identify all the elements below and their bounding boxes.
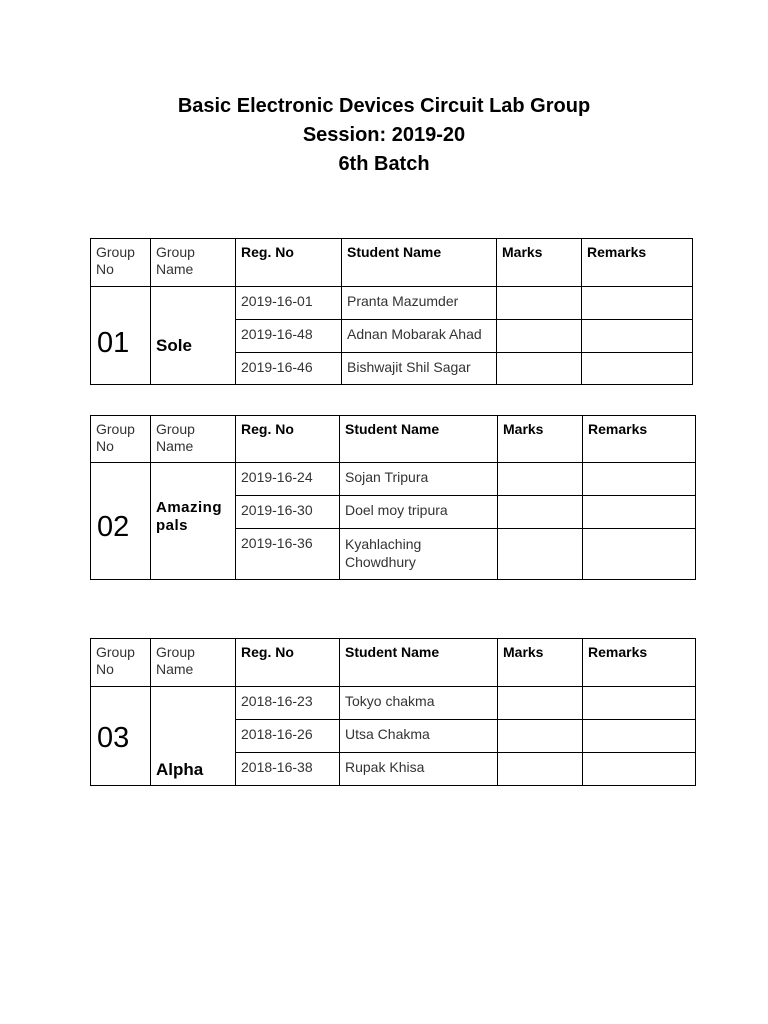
remarks-cell	[582, 320, 693, 353]
group-number: 02	[91, 463, 151, 580]
student-name-cell: Tokyo chakma	[340, 687, 498, 720]
table-row	[91, 287, 693, 320]
reg-no-header: Reg. No	[236, 416, 340, 463]
remarks-cell	[582, 287, 693, 320]
marks-cell	[498, 720, 583, 753]
reg-no-header: Reg. No	[236, 239, 342, 287]
remarks-cell	[583, 687, 696, 720]
group-number: 01	[91, 287, 151, 385]
group-name-header: Group Name	[151, 639, 236, 687]
reg-no-cell: 2019-16-36	[236, 529, 340, 580]
student-name-cell: Adnan Mobarak Ahad	[342, 320, 497, 353]
reg-no-cell: 2019-16-30	[236, 496, 340, 529]
reg-no-cell: 2018-16-23	[236, 687, 340, 720]
header-row	[91, 639, 696, 687]
reg-no-cell: 2018-16-26	[236, 720, 340, 753]
group-name: Alpha	[151, 687, 236, 786]
table-row	[91, 463, 696, 496]
marks-cell	[497, 353, 582, 385]
student-name-header: Student Name	[340, 639, 498, 687]
student-name-cell: Utsa Chakma	[340, 720, 498, 753]
reg-no-cell: 2019-16-01	[236, 287, 342, 320]
marks-cell	[497, 287, 582, 320]
student-name-cell: Kyahlaching Chowdhury	[340, 529, 498, 580]
marks-cell	[498, 753, 583, 786]
student-name-cell: Rupak Khisa	[340, 753, 498, 786]
batch-label: 6th Batch	[338, 153, 430, 175]
reg-no-cell: 2019-16-24	[236, 463, 340, 496]
reg-no-cell: 2018-16-38	[236, 753, 340, 786]
marks-header: Marks	[498, 416, 583, 463]
group-number: 03	[91, 687, 151, 786]
session-label: Session: 2019-20	[302, 124, 466, 146]
remarks-header: Remarks	[583, 639, 696, 687]
marks-header: Marks	[498, 639, 583, 687]
remarks-cell	[583, 463, 696, 496]
remarks-cell	[583, 753, 696, 786]
group-name: Amazing pals	[151, 463, 236, 580]
marks-cell	[497, 320, 582, 353]
remarks-cell	[583, 529, 696, 580]
group-name-header: Group Name	[151, 416, 236, 463]
remarks-cell	[582, 353, 693, 385]
marks-cell	[498, 529, 583, 580]
group-table-02	[90, 415, 696, 580]
student-name-cell: Bishwajit Shil Sagar	[342, 353, 497, 385]
marks-cell	[498, 463, 583, 496]
group-no-header: Group No	[91, 239, 151, 287]
student-name-cell: Pranta Mazumder	[342, 287, 497, 320]
header-row	[91, 239, 693, 287]
remarks-header: Remarks	[582, 239, 693, 287]
group-table-03	[90, 638, 696, 786]
group-name-header: Group Name	[151, 239, 236, 287]
marks-cell	[498, 687, 583, 720]
remarks-cell	[583, 496, 696, 529]
reg-no-header: Reg. No	[236, 639, 340, 687]
student-name-cell: Sojan Tripura	[340, 463, 498, 496]
student-name-header: Student Name	[342, 239, 497, 287]
reg-no-cell: 2019-16-46	[236, 353, 342, 385]
group-table-01	[90, 238, 693, 385]
header-row	[91, 416, 696, 463]
document-title: Basic Electronic Devices Circuit Lab Group	[177, 95, 591, 117]
table-row	[91, 687, 696, 720]
student-name-header: Student Name	[340, 416, 498, 463]
group-no-header: Group No	[91, 416, 151, 463]
remarks-header: Remarks	[583, 416, 696, 463]
marks-cell	[498, 496, 583, 529]
reg-no-cell: 2019-16-48	[236, 320, 342, 353]
student-name-cell: Doel moy tripura	[340, 496, 498, 529]
remarks-cell	[583, 720, 696, 753]
group-name: Sole	[151, 287, 236, 385]
group-no-header: Group No	[91, 639, 151, 687]
marks-header: Marks	[497, 239, 582, 287]
